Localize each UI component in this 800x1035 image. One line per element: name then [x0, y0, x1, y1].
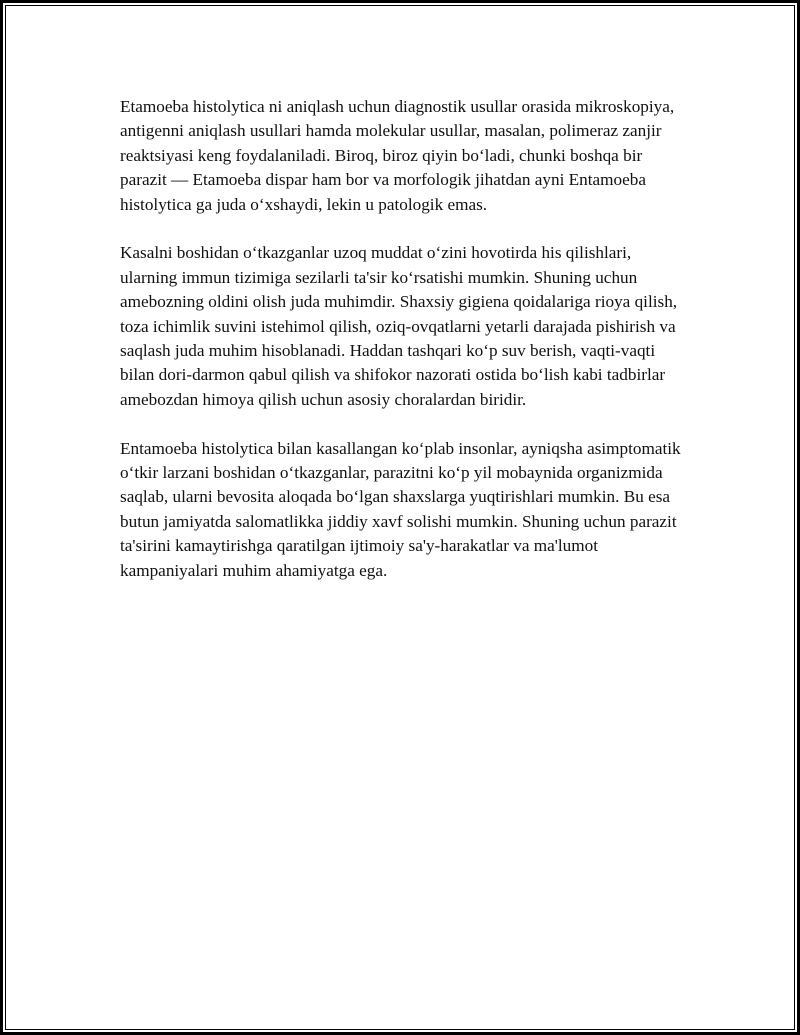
paragraph-carriers: Entamoeba histolytica bilan kasallangan ko‘plab insonlar, ayniqsha asimptomatik o‘tkir larzani boshidan o‘tkazganlar, parazitni ko‘p yil mobaynida organizmida saqlab, ularni bevosita aloqada bo‘lgan shaxslarga yuqtirishlari mumkin. Bu esa butun jamiyatda salomatlikka jiddiy xavf solishi mumkin. Shuning uchun parazit ta'sirini kamaytirishga qaratilgan ijtimoiy sa'y-harakatlar va ma'lumot kampaniyalari muhim ahamiyatga ega.: [120, 438, 681, 580]
paragraph-diagnostics: Etamoeba histolytica ni aniqlash uchun diagnostik usullar orasida mikroskopiya, antigenni aniqlash usullari hamda molekular usullar, masalan, polimeraz zanjir reaktsiyasi keng foydalaniladi. Biroq, biroz qiyin bo‘ladi, chunki boshqa bir parazit — Etamoeba dispar ham bor va morfologik jihatdan ayni Entamoeba histolytica ga juda o‘xshaydi, lekin u patologik emas.: [120, 97, 675, 214]
paragraph-prevention: Kasalni boshidan o‘tkazganlar uzoq muddat o‘zini hovotirda his qilishlari, ularning immun tizimiga sezilarli ta'sir ko‘rsatishi mumkin. Shuning uchun amebozning oldini olish juda muhimdir. Shaxsiy gigiena qoidalariga rioya qilish, toza ichimlik suvini istehimol qilish, oziq-ovqatlarni yetarli darajada pishirish va saqlash juda muhim hisoblanadi. Haddan tashqari ko‘p suv berish, vaqti-vaqti bilan dori-darmon qabul qilish va shifokor nazorati ostida bo‘lish kabi tadbirlar amebozdan himoya qilish uchun asosiy choralardan biridir.: [120, 243, 678, 409]
document-body: [120, 95, 686, 607]
